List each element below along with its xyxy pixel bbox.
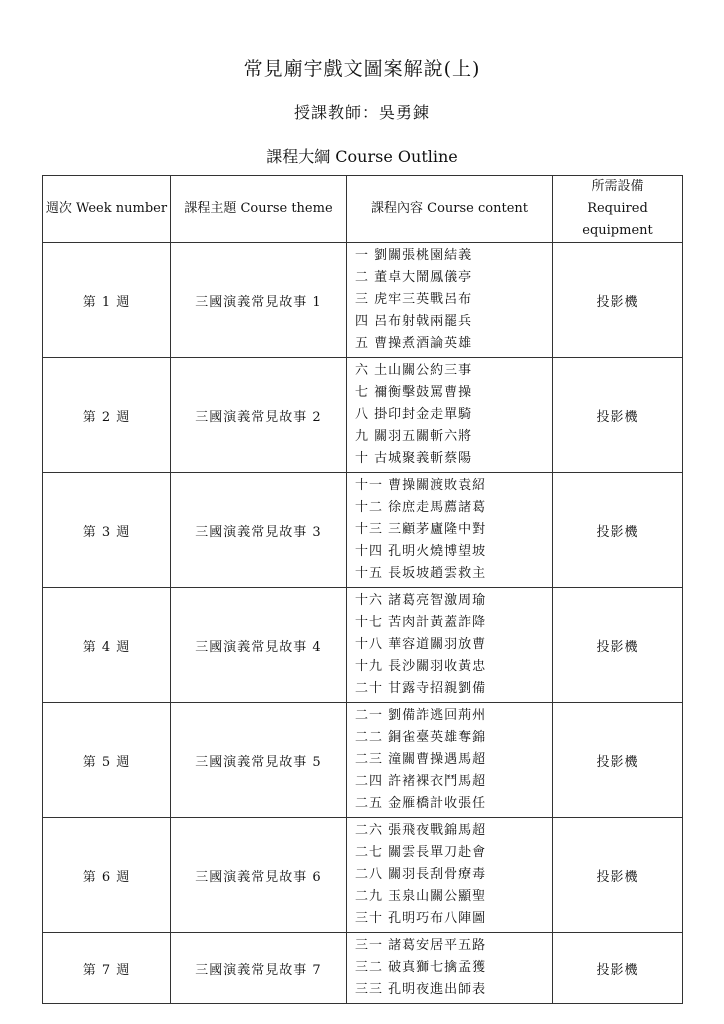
week-cell: 第 6 週 xyxy=(43,818,171,933)
theme-cell: 三國演義常見故事 6 xyxy=(171,818,347,933)
page-title: 常見廟宇戲文圖案解說(上) xyxy=(243,58,481,80)
equipment-cell: 投影機 xyxy=(553,243,683,358)
table-row xyxy=(43,818,683,933)
topic-item: 二七 關雲長單刀赴會 xyxy=(355,845,487,860)
topic-item: 七 禰衡擊鼓罵曹操 xyxy=(355,385,473,400)
equipment-cell: 投影機 xyxy=(553,703,683,818)
table-row xyxy=(43,473,683,588)
week-cell: 第 3 週 xyxy=(43,473,171,588)
column-header-week: 週次 Week number xyxy=(43,176,171,243)
table-header-row xyxy=(43,176,683,243)
column-header-theme: 課程主題 Course theme xyxy=(171,176,347,243)
topic-item: 六 土山關公約三事 xyxy=(355,363,473,378)
column-header-equipment: 所需設備 Required equipment xyxy=(553,176,683,243)
theme-cell: 三國演義常見故事 5 xyxy=(171,703,347,818)
week-cell: 第 5 週 xyxy=(43,703,171,818)
topic-item: 一 劉關張桃園結義 xyxy=(355,248,473,263)
topic-item: 十 古城聚義斬蔡陽 xyxy=(355,451,473,466)
topic-item: 十六 諸葛亮智激周瑜 xyxy=(355,593,487,608)
equipment-cell: 投影機 xyxy=(553,358,683,473)
topic-item: 二三 潼關曹操遇馬超 xyxy=(355,752,487,767)
topic-item: 三二 破真獅七擒孟獲 xyxy=(355,960,487,975)
week-cell: 第 2 週 xyxy=(43,358,171,473)
content-cell xyxy=(347,588,553,703)
content-cell xyxy=(347,358,553,473)
content-cell xyxy=(347,243,553,358)
table-row xyxy=(43,703,683,818)
topic-item: 十五 長坂坡趙雲救主 xyxy=(355,566,487,581)
theme-cell: 三國演義常見故事 2 xyxy=(171,358,347,473)
topic-item: 二五 金雁橋計收張任 xyxy=(355,796,487,811)
table-row xyxy=(43,588,683,703)
topic-item: 三一 諸葛安居平五路 xyxy=(355,938,487,953)
topic-item: 二 董卓大鬧鳳儀亭 xyxy=(355,270,473,285)
course-outline-heading: 課程大綱 Course Outline xyxy=(266,147,458,166)
topic-item: 二六 張飛夜戰錦馬超 xyxy=(355,823,487,838)
course-outline-table xyxy=(42,175,683,1004)
topic-item: 四 呂布射戟兩罷兵 xyxy=(355,314,473,329)
equipment-cell: 投影機 xyxy=(553,933,683,1004)
equipment-cell: 投影機 xyxy=(553,588,683,703)
topic-item: 二十 甘露寺招親劉備 xyxy=(355,681,487,696)
topic-item: 二二 銅雀臺英雄奪錦 xyxy=(355,730,487,745)
content-cell xyxy=(347,933,553,1004)
week-cell: 第 4 週 xyxy=(43,588,171,703)
theme-cell: 三國演義常見故事 1 xyxy=(171,243,347,358)
content-cell xyxy=(347,818,553,933)
table-row xyxy=(43,933,683,1004)
content-cell xyxy=(347,703,553,818)
topic-item: 五 曹操煮酒論英雄 xyxy=(355,336,473,351)
topic-item: 十一 曹操關渡敗袁紹 xyxy=(355,478,487,493)
topic-item: 十四 孔明火燒博望坡 xyxy=(355,544,487,559)
topic-item: 十八 華容道關羽放曹 xyxy=(355,637,487,652)
content-cell xyxy=(347,473,553,588)
column-header-content: 課程內容 Course content xyxy=(347,176,553,243)
topic-item: 二八 關羽長刮骨療毒 xyxy=(355,867,487,882)
topic-item: 二九 玉泉山關公顯聖 xyxy=(355,889,487,904)
topic-item: 十二 徐庶走馬薦諸葛 xyxy=(355,500,487,515)
topic-item: 九 關羽五關斬六將 xyxy=(355,429,473,444)
topic-item: 十九 長沙關羽收黃忠 xyxy=(355,659,487,674)
equipment-cell: 投影機 xyxy=(553,473,683,588)
topic-item: 八 掛印封金走單騎 xyxy=(355,407,473,422)
theme-cell: 三國演義常見故事 7 xyxy=(171,933,347,1004)
topic-item: 三十 孔明巧布八陣圖 xyxy=(355,911,487,926)
topic-item: 二四 許褚裸衣鬥馬超 xyxy=(355,774,487,789)
week-cell: 第 1 週 xyxy=(43,243,171,358)
topic-item: 十三 三顧茅廬隆中對 xyxy=(355,522,487,537)
table-row xyxy=(43,358,683,473)
theme-cell: 三國演義常見故事 3 xyxy=(171,473,347,588)
topic-item: 十七 苦肉計黃蓋詐降 xyxy=(355,615,487,630)
topic-item: 三三 孔明夜進出師表 xyxy=(355,982,487,997)
teacher-name: 授課教師：吳勇錬 xyxy=(293,103,430,122)
week-cell: 第 7 週 xyxy=(43,933,171,1004)
topic-item: 二一 劉備詐逃回荊州 xyxy=(355,708,487,723)
theme-cell: 三國演義常見故事 4 xyxy=(171,588,347,703)
table-row xyxy=(43,243,683,358)
topic-item: 三 虎牢三英戰呂布 xyxy=(355,292,473,307)
equipment-cell: 投影機 xyxy=(553,818,683,933)
